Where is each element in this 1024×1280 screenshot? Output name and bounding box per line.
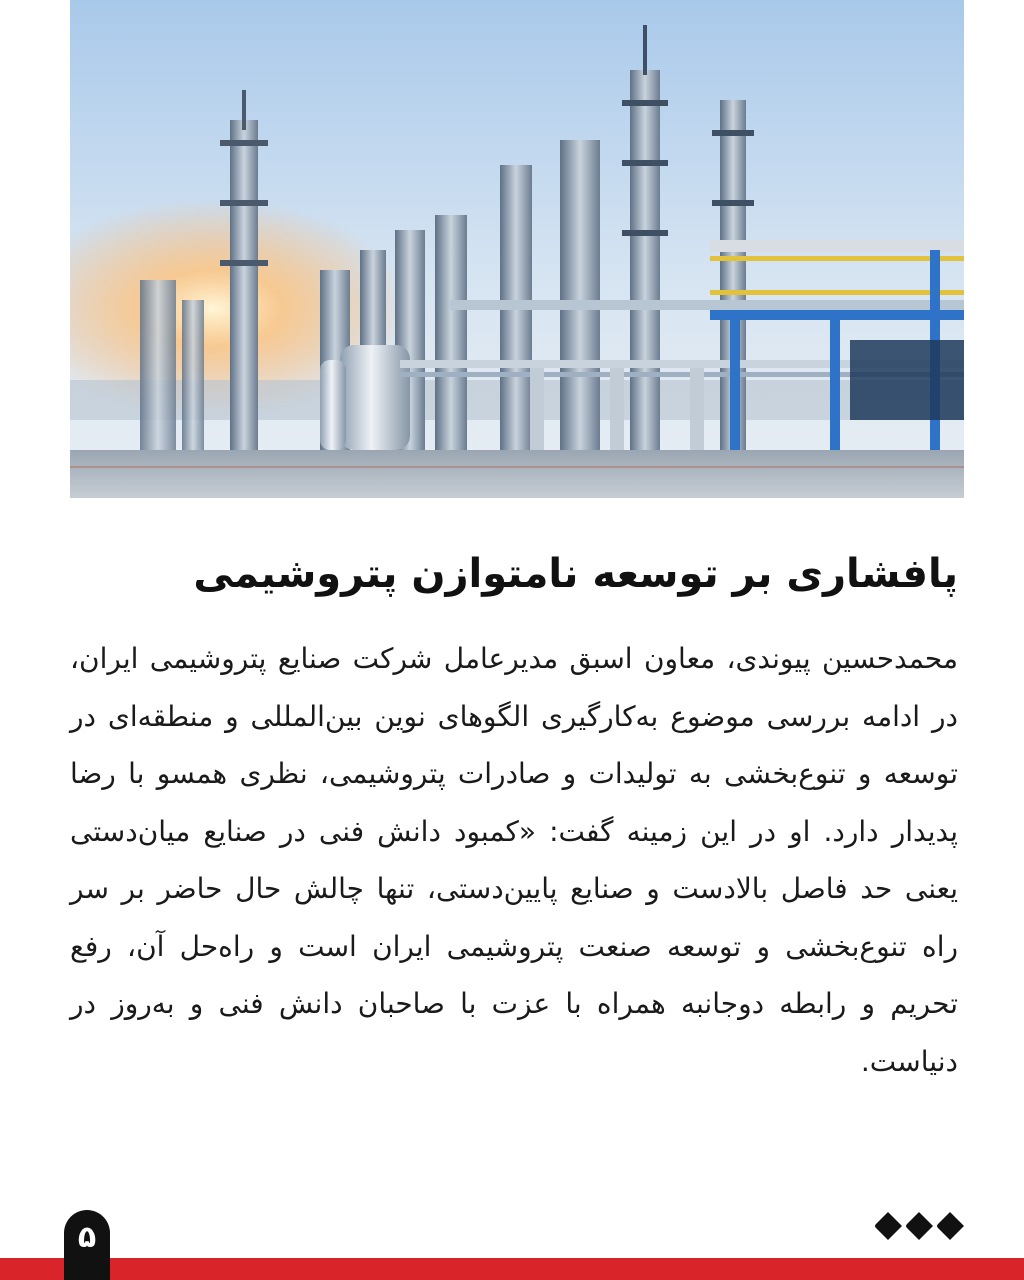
article-body: محمدحسین پیوندی، معاون اسبق مدیرعامل شرکت صنایع پتروشیمی ایران، در ادامه بررسی موضوع به‌کارگیری الگوهای نوین بین‌المللی و منطقه‌ای در توسعه و تنوع‌بخشی به تولیدات و صادرات پتروشیمی، نظری همسو با رضا پدیدار دارد. او در این زمینه گفت: «کمبود دانش فنی در صنایع میان‌دستی یعنی حد فاصل بالادست و صنایع پایین‌دستی، تنها چالش حال حاضر بر سر راه تنوع‌بخشی و توسعه صنعت پتروشیمی ایران است و راه‌حل آن، رفع تحریم و رابطه دوجانبه همراه با عزت با صاحبان دانش فنی و به‌روز در دنیاست.: [70, 642, 958, 1078]
article-headline: پافشاری بر توسعه نامتوازن پتروشیمی: [193, 551, 958, 597]
page-number-badge: ۵: [64, 1210, 110, 1280]
hero-image: [70, 0, 964, 498]
footer-accent-bar: [0, 1258, 1024, 1280]
brand-dots-icon: [874, 1210, 968, 1242]
petrochemical-plant-illustration: [70, 0, 964, 498]
